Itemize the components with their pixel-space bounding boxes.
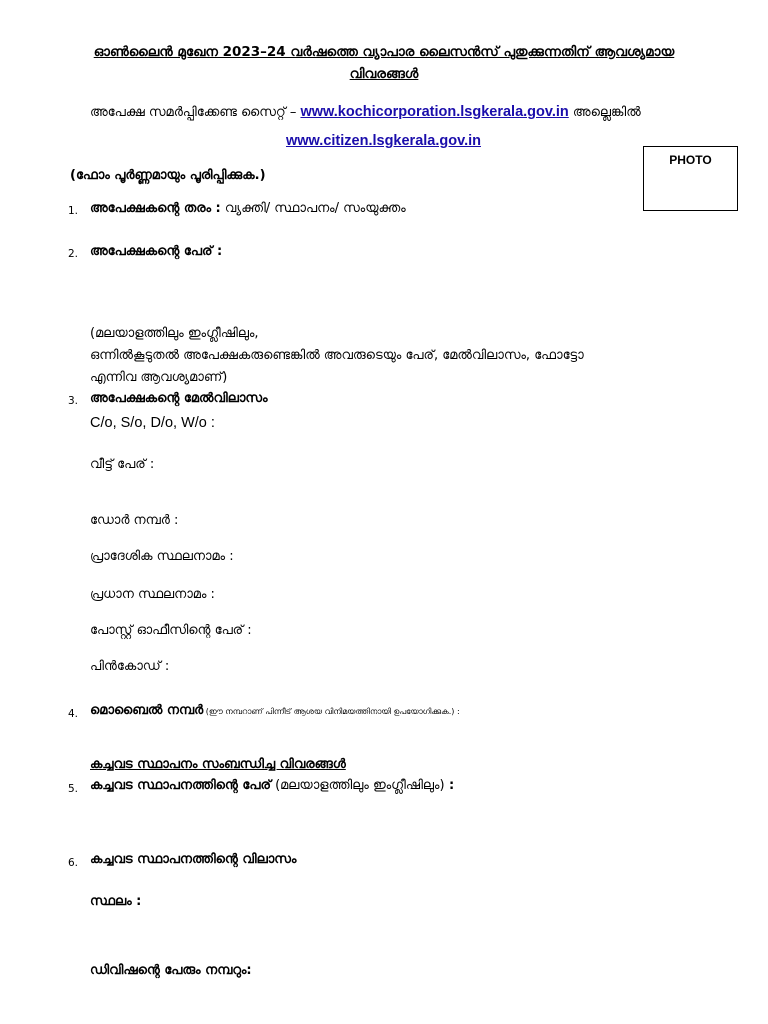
form-title-line2: വിവരങ്ങൾ	[349, 66, 419, 82]
division-label: ഡിവിഷന്റെ പേരും നമ്പറും:	[90, 963, 252, 978]
shop-name-colon: :	[444, 778, 455, 793]
form-title-line1: ഓൺലൈൻ മുഖേന 2023–24 വർഷത്തെ വ്യാപാര ലൈസൻസ് പുതുക്കുന്നതിന് ആവശ്യമായ	[93, 44, 675, 60]
location-label: സ്ഥലം :	[90, 894, 142, 909]
photo-label: PHOTO	[669, 153, 712, 167]
applicant-name-label: അപേക്ഷകന്റെ പേര് :	[90, 244, 223, 259]
item-number: 1.	[68, 205, 79, 217]
site-link-kochi[interactable]: www.kochicorporation.lsgkerala.gov.in	[300, 104, 569, 120]
item-number: 4.	[68, 708, 79, 720]
site-or: അല്ലെങ്കിൽ	[568, 105, 641, 120]
main-place-field: പ്രധാന സ്ഥലനാമം :	[90, 587, 215, 602]
section-heading: കച്ചവട സ്ഥാപനം സംബന്ധിച്ച വിവരങ്ങൾ	[90, 757, 346, 772]
shop-name-label: കച്ചവട സ്ഥാപനത്തിന്റെ പേര്	[90, 778, 271, 793]
shop-name-language: (മലയാളത്തിലും ഇംഗ്ലീഷിലും)	[270, 778, 445, 793]
applicant-type-label: അപേക്ഷകന്റെ തരം :	[90, 201, 221, 216]
site-line	[90, 104, 641, 120]
pincode-field: പിൻകോഡ് :	[90, 659, 170, 674]
item-number: 2.	[68, 248, 79, 260]
applicant-name-note-2: ഒന്നിൽകൂടുതൽ അപേക്ഷകരുണ്ടെങ്കിൽ അവരുടെയും പേര്, മേൽവിലാസം, ഫോട്ടോ	[90, 348, 584, 363]
applicant-address-label: അപേക്ഷകന്റെ മേൽവിലാസം	[90, 391, 268, 406]
item-mobile	[90, 703, 460, 718]
item-number: 6.	[68, 857, 79, 869]
applicant-name-note-3: എന്നിവ ആവശ്യമാണ്)	[90, 370, 228, 385]
item-shop-name	[90, 778, 454, 793]
item-number: 5.	[68, 783, 79, 795]
item-applicant-type	[90, 201, 406, 216]
form-instruction: (ഫോം പൂർണ്ണമായും പൂരിപ്പിക്കുക.)	[70, 168, 266, 183]
shop-address-label: കച്ചവട സ്ഥാപനത്തിന്റെ വിലാസം	[90, 852, 297, 867]
door-number-field: ഡോർ നമ്പർ :	[90, 513, 179, 528]
post-office-field: പോസ്റ്റ് ഓഫീസിന്റെ പേര് :	[90, 623, 252, 638]
applicant-name-note-1: (മലയാളത്തിലും ഇംഗ്ലീഷിലും,	[90, 326, 259, 341]
care-of-field: C/o, S/o, D/o, W/o :	[90, 415, 215, 431]
mobile-label: മൊബൈൽ നമ്പർ	[90, 703, 204, 718]
site-line-2	[286, 130, 481, 149]
local-place-field: പ്രാദേശിക സ്ഥലനാമം :	[90, 549, 234, 564]
applicant-type-options: വ്യക്തി/ സ്ഥാപനം/ സംയുക്തം	[220, 201, 406, 216]
mobile-note: (ഈ നമ്പറാണ് പിന്നീട് ആശയ വിനിമയത്തിനായി ഉപയോഗിക്കുക.) :	[203, 707, 460, 716]
item-number: 3.	[68, 395, 79, 407]
house-name-field: വീട്ട് പേര് :	[90, 457, 155, 472]
site-link-citizen[interactable]: www.citizen.lsgkerala.gov.in	[286, 133, 481, 149]
photo-box	[643, 146, 738, 211]
site-prefix: അപേക്ഷ സമർപ്പിക്കേണ്ട സൈറ്റ് –	[90, 105, 301, 120]
